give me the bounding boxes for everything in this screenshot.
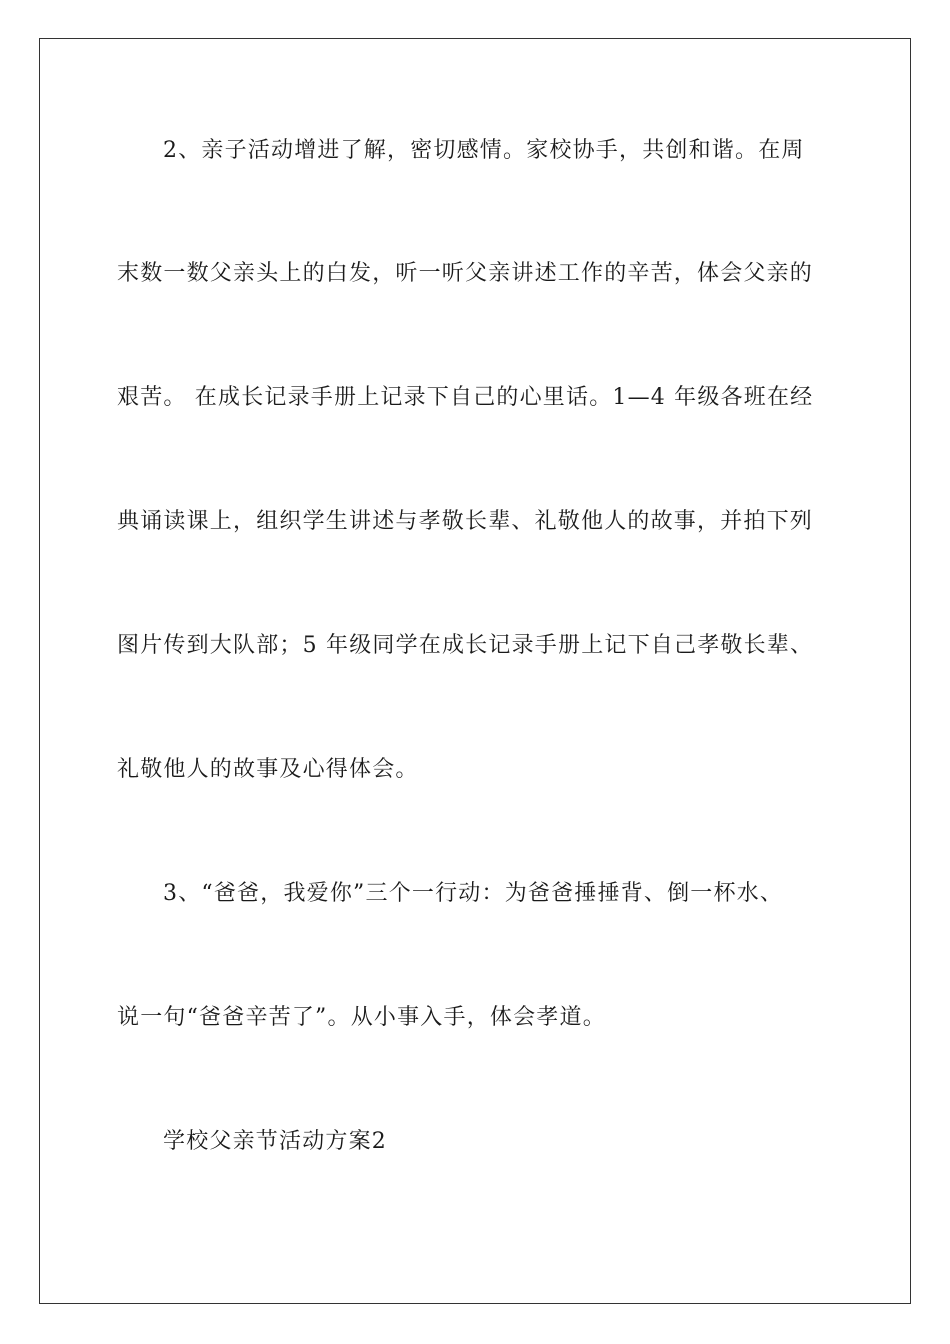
paragraph-2-line-4: 典诵读课上，组织学生讲述与孝敬长辈、礼敬他人的故事，并拍下列 bbox=[117, 509, 814, 534]
paragraph-2-line-1: 2、亲子活动增进了解，密切感情。家校协手，共创和谐。在周 bbox=[163, 138, 805, 163]
paragraph-3-line-2: 说一句“爸爸辛苦了”。从小事入手，体会孝道。 bbox=[117, 1005, 606, 1030]
paragraph-2-line-3: 艰苦。 在成长记录手册上记录下自己的心里话。1—4 年级各班在经 bbox=[117, 385, 814, 410]
section-heading: 学校父亲节活动方案2 bbox=[163, 1129, 387, 1154]
page-border bbox=[39, 38, 911, 1304]
paragraph-2-line-2: 末数一数父亲头上的白发，听一听父亲讲述工作的辛苦，体会父亲的 bbox=[117, 261, 814, 286]
paragraph-2-line-6: 礼敬他人的故事及心得体会。 bbox=[117, 757, 419, 782]
paragraph-3-line-1: 3、“爸爸，我爱你”三个一行动：为爸爸捶捶背、倒一杯水、 bbox=[163, 881, 784, 906]
paragraph-2-line-5: 图片传到大队部；5 年级同学在成长记录手册上记下自己孝敬长辈、 bbox=[117, 633, 814, 658]
